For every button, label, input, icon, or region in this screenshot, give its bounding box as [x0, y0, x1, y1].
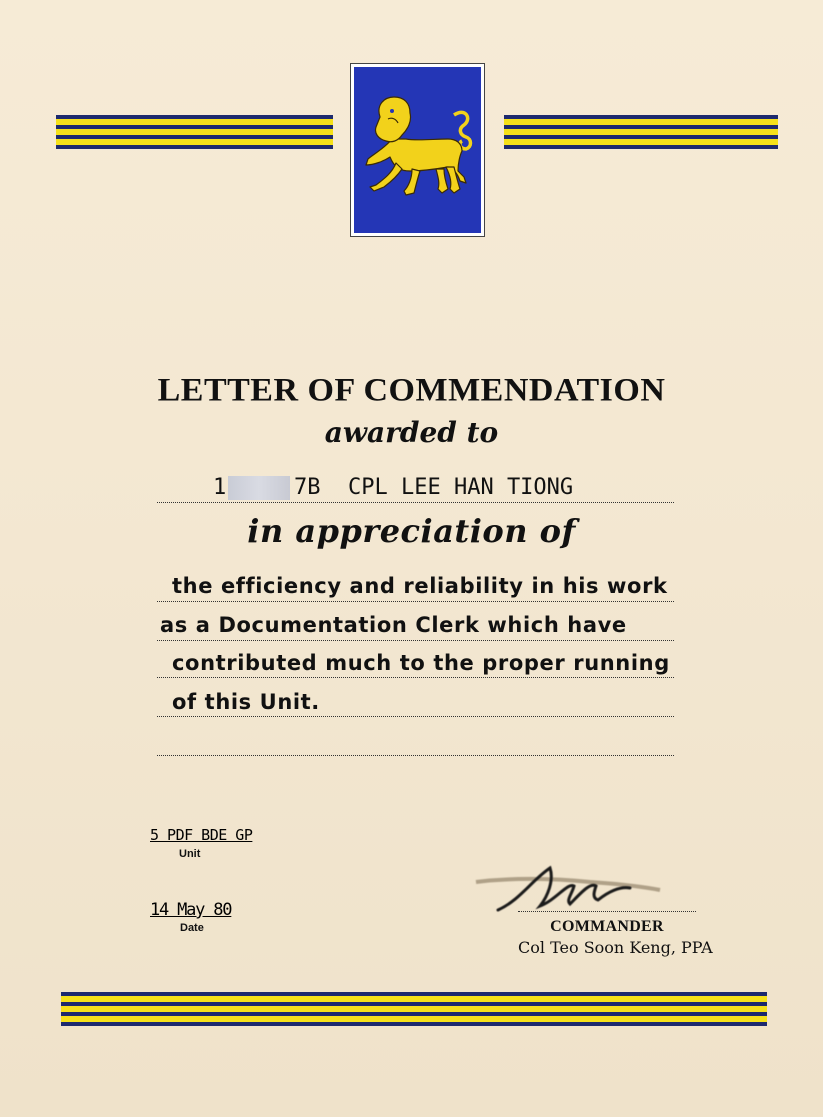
service-number-suffix: 7B — [294, 475, 321, 500]
citation-line-1: the efficiency and reliability in his work — [172, 574, 668, 598]
signatory-name: Col Teo Soon Keng, PPA — [518, 938, 713, 957]
document-title: LETTER OF COMMENDATION — [157, 372, 666, 409]
unit-field — [150, 826, 252, 844]
recipient-name: CPL LEE HAN TIONG — [348, 475, 574, 500]
date-label: Date — [180, 922, 204, 934]
signature-line — [518, 911, 696, 912]
citation-line-1-rule — [157, 601, 674, 602]
redacted-service-number — [228, 476, 290, 500]
citation-line-5-rule — [157, 755, 674, 756]
unit-emblem — [350, 63, 485, 237]
recipient-line — [157, 502, 674, 503]
bottom-stripes — [61, 992, 767, 1026]
citation-line-4-rule — [157, 716, 674, 717]
service-number-prefix: 1 — [213, 475, 227, 500]
top-right-stripes — [504, 115, 778, 149]
awarded-to-label: awarded to — [324, 416, 499, 449]
lion-emblem-icon — [354, 67, 481, 233]
citation-line-2-rule — [157, 640, 674, 641]
date-field — [150, 900, 231, 920]
signatory-role: COMMANDER — [550, 918, 664, 935]
appreciation-label: in appreciation of — [247, 512, 576, 550]
date-value: 14 May 80 — [150, 900, 232, 920]
citation-line-2: as a Documentation Clerk which have — [160, 613, 627, 637]
top-left-stripes — [56, 115, 333, 149]
citation-line-3: contributed much to the proper running — [172, 651, 670, 675]
citation-line-4: of this Unit. — [172, 690, 320, 714]
citation-line-3-rule — [157, 677, 674, 678]
unit-value: 5 PDF BDE GP — [150, 826, 253, 844]
unit-label: Unit — [179, 848, 201, 860]
